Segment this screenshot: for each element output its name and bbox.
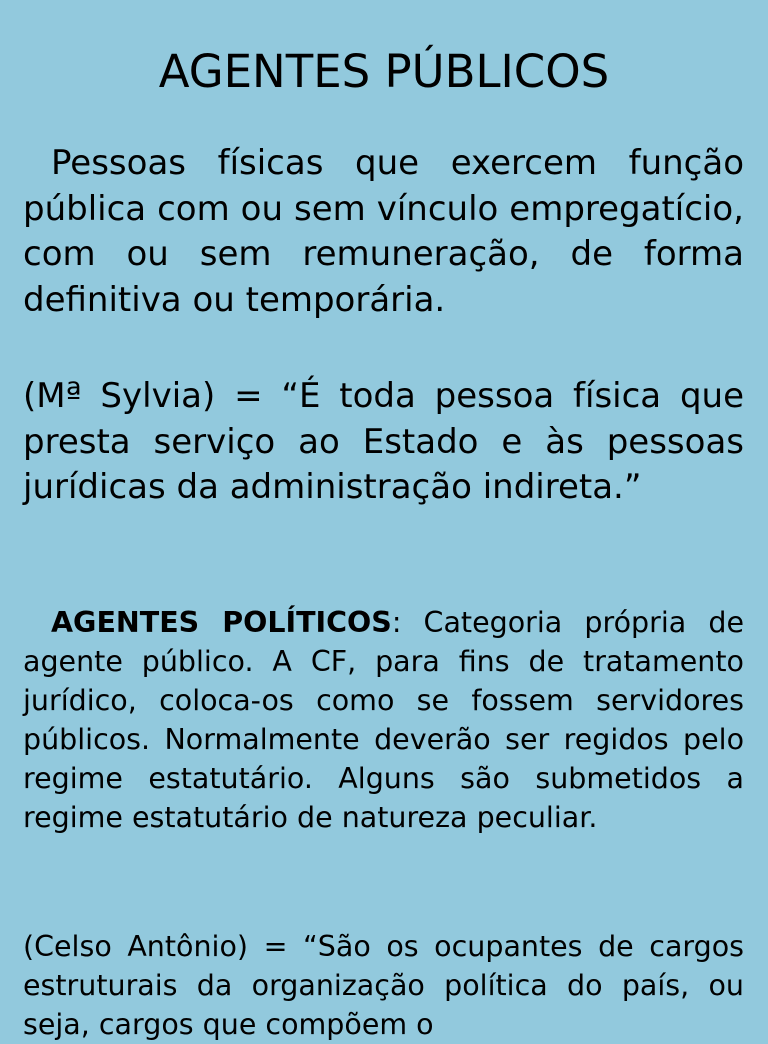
definition-text: Pessoas físicas que exercem função pública com ou sem vínculo empregatício, com ou sem remuneração, de forma definitiva ou temporária. bbox=[23, 143, 744, 320]
politicos-text: : Categoria própria de agente público. A CF, para fins de tratamento jurídico, coloca-os como se fossem servidores públicos. Normalmente deverão ser regidos pelo regime estatutário. Alguns são submetidos a regime estatutário de natureza peculiar. bbox=[23, 606, 744, 834]
definition-paragraph bbox=[23, 141, 744, 323]
celso-quote-paragraph: (Celso Antônio) = “São os ocupantes de cargos estruturais da organização política do país, ou seja, cargos que compõem o bbox=[23, 930, 744, 1041]
sylvia-quote-paragraph: (Mª Sylvia) = “É toda pessoa física que presta serviço ao Estado e às pessoas jurídicas da administração indireta.” bbox=[23, 376, 744, 507]
politicos-heading: AGENTES POLÍTICOS bbox=[51, 606, 392, 639]
slide-title: AGENTES PÚBLICOS bbox=[158, 45, 610, 98]
politicos-paragraph bbox=[23, 603, 744, 837]
